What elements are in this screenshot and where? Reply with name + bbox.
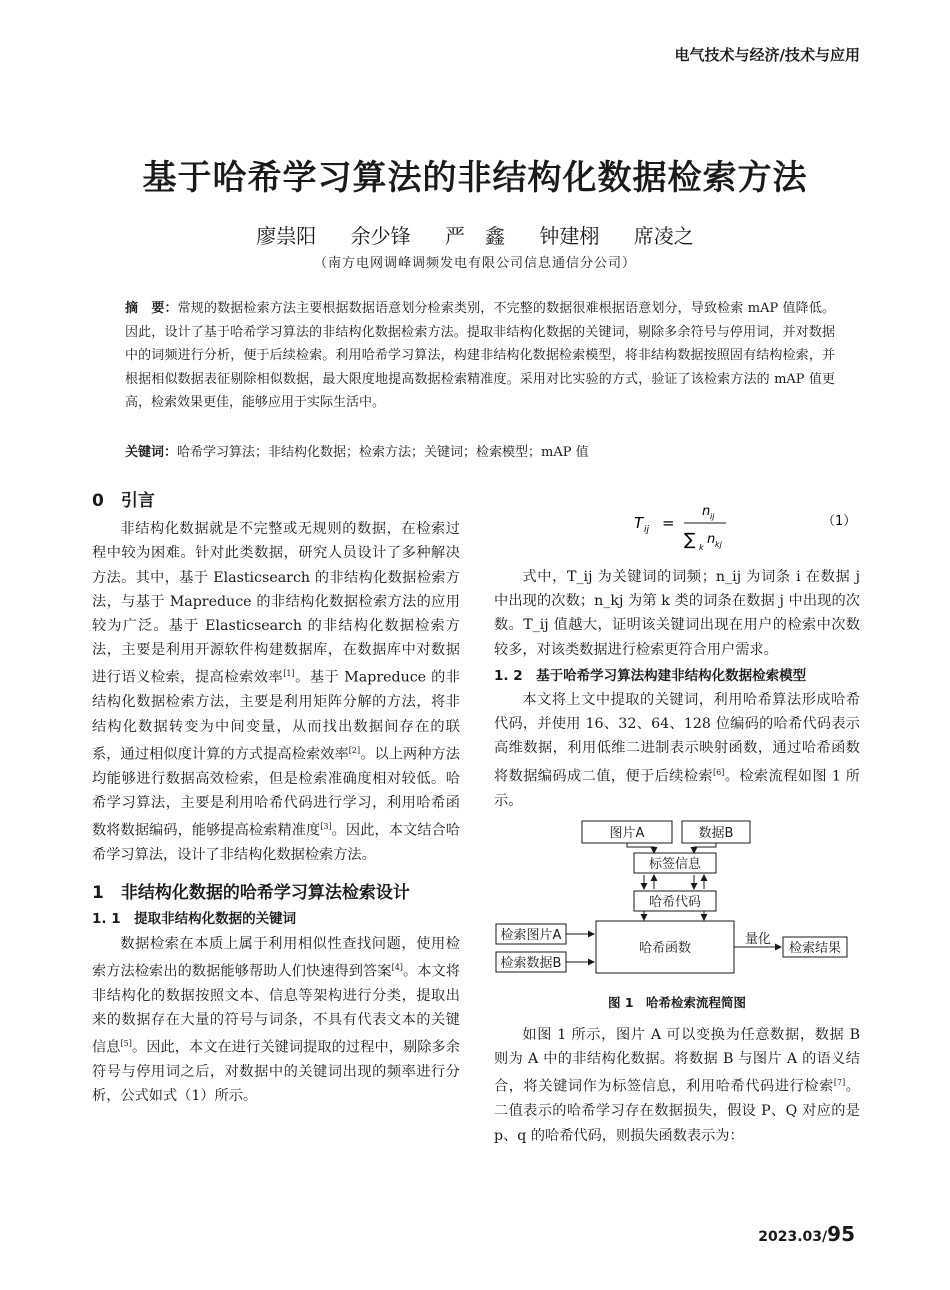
keywords-label: 关键词： <box>125 445 178 460</box>
author: 余少锋 <box>350 224 411 248</box>
label-info-label: 标签信息 <box>648 856 702 872</box>
svg-text:k: k <box>699 543 704 552</box>
author: 席凌之 <box>633 224 694 248</box>
equation-number: （1） <box>822 514 857 529</box>
author: 廖祟阳 <box>256 224 317 248</box>
paragraph: 本文将上文中提取的关键词，利用哈希算法形成哈希代码，并使用 16、32、64、128 位编码的哈希代码表示高维数据，利用低维二进制表示映射函数，通过哈希函数将数据编码成二值，便于后续检索[6]。检索流程如图 1 所示。 <box>494 692 860 809</box>
section-heading: 1 非结构化数据的哈希学习算法检索设计 <box>92 883 410 904</box>
hash-code-label: 哈希代码 <box>648 894 702 910</box>
subsection-heading: 1. 2 基于哈希学习算法构建非结构化数据检索模型 <box>494 667 807 684</box>
keywords-text: 哈希学习算法；非结构化数据；检索方法；关键词；检索模型；mAP 值 <box>177 445 589 460</box>
author: 严 鑫 <box>445 224 505 248</box>
formula-1 <box>494 495 860 565</box>
author: 钟建栩 <box>539 224 600 248</box>
page-number: 2023.03/95 <box>758 1222 855 1246</box>
data-b-label: 数据B <box>698 825 734 841</box>
keywords <box>125 441 835 464</box>
abstract-label: 摘 要： <box>125 301 178 316</box>
quantize-label: 量化 <box>744 931 772 947</box>
hash-function-label: 哈希函数 <box>638 940 692 956</box>
formula-lhs: T <box>634 514 644 532</box>
svg-text:=: = <box>662 514 675 532</box>
right-column <box>494 495 860 1148</box>
svg-text:n: n <box>702 504 711 519</box>
affiliation: （南方电网调峰调频发电有限公司信息通信分公司） <box>313 256 636 271</box>
formula-description: 式中，T_ij 为关键词的词频；n_ij 为词条 i 在数据 j 中出现的次数；n_kj 为第 k 类的词条在数据 j 中出现的次数。T_ij 值越大，证明该关键词出现在用户的检索中次数较多，对该类数据进行检索更符合用户需求。 <box>494 569 860 658</box>
left-column <box>92 489 460 1109</box>
subsection-heading: 1. 1 提取非结构化数据的关键词 <box>92 911 297 928</box>
svg-text:n: n <box>707 532 716 547</box>
figure-1-flowchart <box>494 819 860 979</box>
abstract-text: 常规的数据检索方法主要根据数据语意划分检索类别，不完整的数据很难根据语意划分，导致检索 mAP 值降低。因此，设计了基于哈希学习算法的非结构化数据检索方法。提取非结构化数据的关键词，剔除多余符号与停用词，并对数据中的词频进行分析，便于后续检索。利用哈希学习算法，构建非结构化数据检索模型，将非结构数据按照固有结构检索，并根据相似数据表征剔除相似数据，最大限度地提高数据检索精准度。采用对比实验的方式，验证了该检索方法的 mAP 值更高，检索效果更佳，能够应用于实际生活中。 <box>125 301 835 410</box>
svg-text:ij: ij <box>644 525 650 535</box>
svg-text:kj: kj <box>715 540 722 549</box>
image-a-label: 图片A <box>609 825 645 841</box>
search-image-label: 检索图片A <box>500 927 562 943</box>
intro-paragraph: 非结构化数据就是不完整或无规则的数据，在检索过程中较为困难。针对此类数据，研究人员设计了多种解决方法。其中，基于 Elasticsearch 的非结构化数据检索方法，与基于 Mapreduce 的非结构化数据检索方法的应用较为广泛。基于 Elasticsearch 的非结构化数据检索方法，主要是利用开源软件构建数据库，在数据库中对数据进行语义检索，提高检索效率[1]。基于 Mapreduce 的非结构化数据检索方法，主要是利用矩阵分解的方法，将非结构化数据转变为中间变量，从而找出数据间存在的联系，通过相似度计算的方式提高检索效率[2]。以上两种方法均能够进行数据高效检索，但是检索准确度相对较低。哈希学习算法，主要是利用哈希代码进行学习，利用哈希函数将数据编码，能够提高检索精准度[3]。因此，本文结合哈希学习算法，设计了非结构化数据检索方法。 <box>92 521 460 864</box>
paper-title: 基于哈希学习算法的非结构化数据检索方法 <box>142 158 808 198</box>
figure-caption: 图 1 哈希检索流程简图 <box>607 994 747 1010</box>
svg-text:∑: ∑ <box>684 530 696 550</box>
result-label: 检索结果 <box>788 940 842 956</box>
journal-header: 电气技术与经济/技术与应用 <box>674 46 860 64</box>
paragraph: 如图 1 所示，图片 A 可以变换为任意数据，数据 B 则为 A 中的非结构化数据。将数据 B 与图片 A 的语义结合，将关键词作为标签信息，利用哈希代码进行检索[7]。二值表示的哈希学习存在数据损失，假设 P、Q 对应的是 p、q 的哈希代码，则损失函数表示为： <box>494 1026 860 1144</box>
section-heading: 0 引言 <box>92 491 155 511</box>
abstract <box>125 297 835 415</box>
svg-text:ij: ij <box>710 512 715 521</box>
paragraph: 数据检索在本质上属于利用相似性查找问题，使用检索方法检索出的数据能够帮助人们快速得到答案[4]。本文将非结构化的数据按照文本、信息等架构进行分类，提取出来的数据存在大量的符号与词条，不具有代表文本的关键信息[5]。因此，本文在进行关键词提取的过程中，剔除多余符号与停用词之后，对数据中的关键词出现的频率进行分析，公式如式（1）所示。 <box>92 935 460 1105</box>
search-data-label: 检索数据B <box>500 955 562 971</box>
author-list <box>0 220 950 249</box>
